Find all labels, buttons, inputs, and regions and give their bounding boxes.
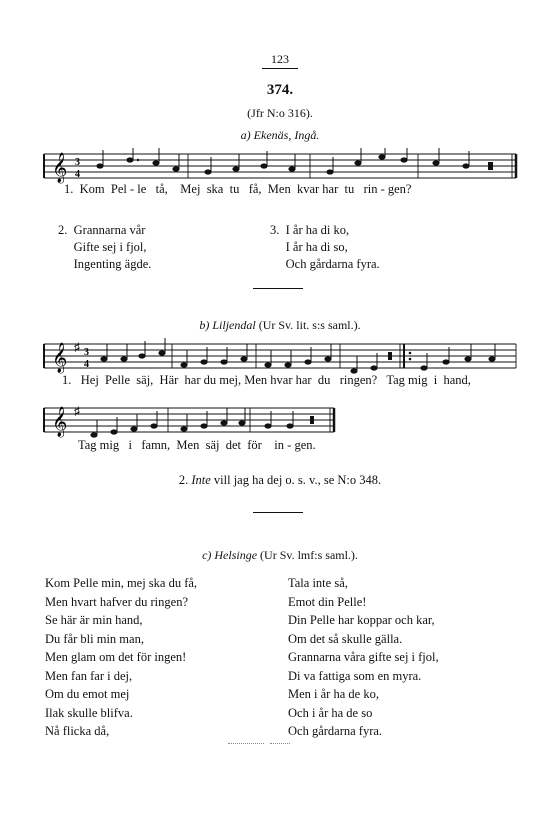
verse-line: Och gårdarna fyra. (288, 724, 383, 738)
verse-line: Ilak skulle blifva. (45, 705, 133, 720)
verse-line: Tala inte så, (288, 576, 348, 590)
verse-line: Du får bli min man, (45, 631, 144, 646)
variant-b-place: Liljendal (212, 318, 256, 332)
svg-text:4: 4 (75, 169, 80, 180)
music-staff-b2 (38, 402, 522, 440)
verse-line: Ingenting ägde. (58, 257, 152, 271)
svg-text:4: 4 (84, 359, 89, 370)
verse-line: Gifte sej i fjol, (58, 240, 147, 254)
verse-line: Grannarna våra gifte sej i fjol, (288, 650, 439, 664)
variant-a-label: a) (240, 128, 251, 142)
verse-line: Men i år ha de ko, (288, 687, 379, 701)
verse-line: Din Pelle har koppar och kar, (288, 613, 435, 627)
svg-text:𝄞: 𝄞 (52, 153, 68, 183)
variant-a-verse-2 (58, 222, 151, 273)
verse-line: Men glam om det för ingen! (45, 650, 187, 664)
variant-b-lyric-1: 1. Hej Pelle säj, Här har du mej, Men hvar har du ringen? Tag mig i hand, (62, 373, 471, 387)
variant-c-right-column (288, 574, 439, 741)
variant-a-lyric: 1. Kom Pel - le tå, Mej ska tu få, Men kvar har tu rin - gen? (64, 182, 412, 196)
song-number: 374. (266, 82, 294, 98)
verse-line: 3. I år ha di ko, (270, 223, 350, 237)
svg-text:𝄞: 𝄞 (52, 407, 68, 437)
section-separator (253, 512, 303, 513)
print-smudge (270, 743, 290, 745)
svg-text:3: 3 (84, 347, 89, 358)
verse-line: Kom Pelle min, mej ska du få, (45, 576, 198, 590)
variant-c-source: (Ur Sv. lmf:s saml.). (260, 548, 358, 562)
page-number-rule (262, 68, 298, 69)
variant-a-place: Ekenäs, Ingå. (253, 128, 320, 142)
verse-line: Och i år ha de so (288, 705, 373, 720)
print-smudge (228, 743, 264, 745)
verse-text: vill jag ha dej o. s. v., se N:o 348. (210, 473, 382, 487)
verse-line: Och gårdarna fyra. (270, 257, 380, 271)
verse-number: 2. (178, 473, 189, 487)
verse-italic-word: Inte (191, 473, 211, 487)
variant-b-source: (Ur Sv. lit. s:s saml.). (258, 318, 361, 332)
music-staff-a (38, 148, 522, 184)
variant-b-lyric-2: Tag mig i famn, Men säj det för in - gen. (78, 438, 316, 452)
svg-text:♯: ♯ (74, 404, 80, 418)
song-reference: (Jfr N:o 316). (247, 106, 313, 120)
verse-line: Men fan far i dej, (45, 668, 133, 683)
svg-text:3: 3 (75, 157, 80, 168)
variant-b-label: b) (199, 318, 210, 332)
variant-b-verse-2 (0, 473, 560, 488)
verse-line: Se här är min hand, (45, 613, 143, 627)
svg-text:𝄞: 𝄞 (52, 343, 68, 373)
variant-c-place: Helsinge (214, 548, 258, 562)
variant-a-verse-3 (270, 222, 380, 273)
verse-line: Om det så skulle gälla. (288, 631, 403, 646)
variant-c-label: c) (202, 548, 212, 562)
music-staff-b1 (38, 338, 522, 376)
variant-a-heading (0, 128, 560, 143)
page-number: 123 (271, 52, 289, 66)
verse-line: Di va fattiga som en myra. (288, 668, 422, 683)
variant-c-left-column (45, 574, 197, 741)
verse-line: Om du emot mej (45, 687, 130, 701)
verse-line: Nå flicka då, (45, 724, 110, 738)
svg-text:♯: ♯ (74, 340, 80, 354)
variant-b-heading (0, 318, 560, 333)
variant-c-heading (0, 548, 560, 563)
verse-line: I år ha di so, (270, 240, 348, 254)
verse-line: Emot din Pelle! (288, 594, 367, 609)
section-separator (253, 288, 303, 289)
verse-line: 2. Grannarna vår (58, 223, 146, 237)
verse-line: Men hvart hafver du ringen? (45, 594, 188, 609)
